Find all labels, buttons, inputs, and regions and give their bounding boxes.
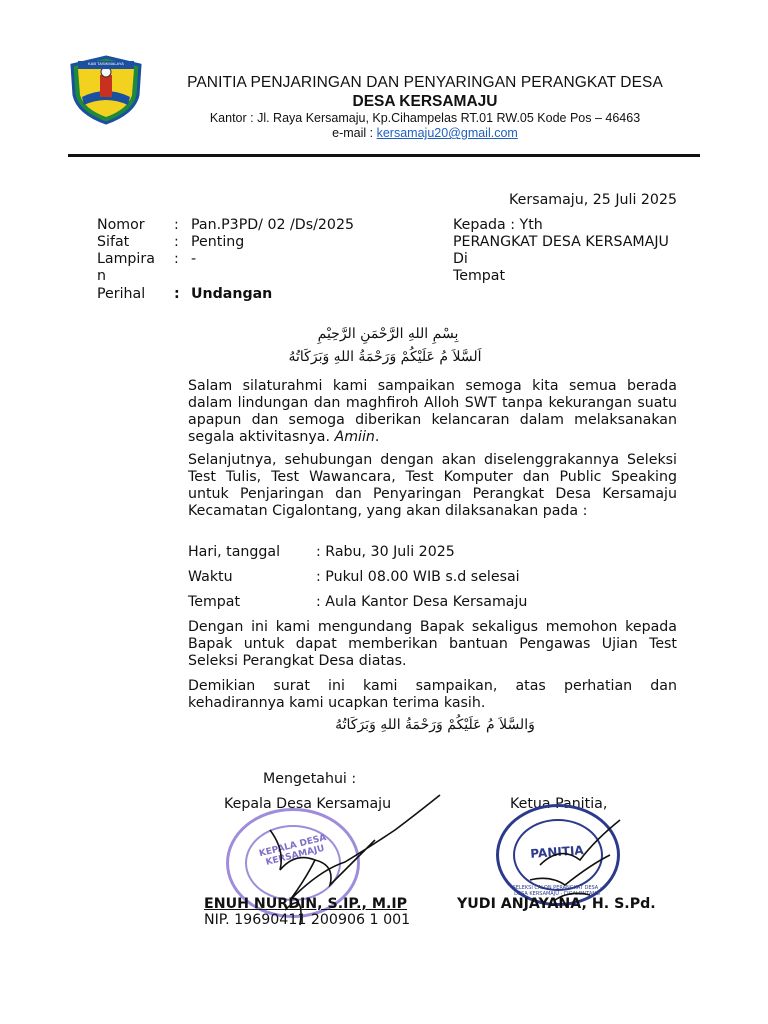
lampiran-value: - <box>191 251 197 267</box>
header-divider <box>68 154 700 157</box>
detail-label-place: Tempat <box>188 594 241 610</box>
logo-text: KAB TASIKMALAYA <box>88 61 124 66</box>
committee-stamp-ring: SELEKSI CALON PERANGKAT DESA · DESA KERSAMAJU · CIGALONTANG <box>512 885 602 897</box>
lampiran-colon: : <box>174 251 179 267</box>
greeting-amiin: Amiin <box>334 429 375 445</box>
recipient-line-4: Tempat <box>453 268 506 284</box>
paragraph-invitation: Dengan ini kami mengundang Bapak sekaligus memohon kepada Bapak untuk dapat memberikan bantuan Pengawas Ujian Test Seleksi Perangkat Desa diatas. <box>188 619 677 669</box>
perihal-colon: : <box>174 286 180 302</box>
nomor-colon: : <box>174 217 179 233</box>
sifat-colon: : <box>174 234 179 250</box>
recipient-line-1: Kepada : Yth <box>453 217 543 233</box>
paragraph-greeting <box>188 378 677 446</box>
detail-value-time: : Pukul 08.00 WIB s.d selesai <box>316 569 520 585</box>
recipient-line-2: PERANGKAT DESA KERSAMAJU <box>453 234 669 250</box>
acknowledged-label: Mengetahui : <box>263 771 357 787</box>
village-head-nip: NIP. 19690411 200906 1 001 <box>204 912 411 928</box>
committee-chair-name: YUDI ANJAYANA, H. S.Pd. <box>457 896 656 912</box>
sifat-value: Penting <box>191 234 245 250</box>
nomor-label: Nomor <box>97 217 145 233</box>
perihal-value: Undangan <box>191 286 273 302</box>
detail-label-day: Hari, tanggal <box>188 544 281 560</box>
email-link[interactable]: kersamaju20@gmail.com <box>376 126 518 140</box>
village-head-stamp-text: KEPALA DESA KERSAMAJU <box>258 832 328 868</box>
perihal-label: Perihal <box>97 286 146 302</box>
detail-label-time: Waktu <box>188 569 233 585</box>
letter-date: Kersamaju, 25 Juli 2025 <box>509 192 677 208</box>
email-label: e-mail : <box>332 126 377 140</box>
salam-closing: وَالسَّلاَ مُ عَلَيْكُمْ وَرَحْمَةُ اللهِ وَبَرَكَاتُهُ <box>335 717 535 733</box>
salam-opening: اَلسَّلاَ مُ عَلَيْكُمْ وَرَحْمَةُ اللهِ وَبَرَكَاتُهُ <box>288 349 482 365</box>
paragraph-event: Selanjutnya, sehubungan dengan akan diselenggrakannya Seleksi Test Tulis, Test Wawancara, Test Komputer dan Public Speaking untuk Penjaringan dan Penyaringan Perangkat Desa Kersamaju Kecamatan Cigalontang, yang akan dilaksanakan pada : <box>188 452 677 519</box>
committee-stamp-text: PANITIA <box>529 843 585 861</box>
lampiran-label-1: Lampira <box>97 251 155 267</box>
sifat-label: Sifat <box>97 234 130 250</box>
nomor-value: Pan.P3PD/ 02 /Ds/2025 <box>191 217 355 233</box>
lampiran-label-2: n <box>97 268 106 284</box>
office-address: Kantor : Jl. Raya Kersamaju, Kp.Cihampelas RT.01 RW.05 Kode Pos – 46463 <box>209 111 641 125</box>
email-line <box>120 126 730 140</box>
village-head-title: Kepala Desa Kersamaju <box>224 796 392 812</box>
paragraph-closing: Demikian surat ini kami sampaikan, atas perhatian dan kehadirannya kami ucapkan terima kasih. <box>188 678 677 711</box>
recipient-line-3: Di <box>453 251 468 267</box>
detail-value-day: : Rabu, 30 Juli 2025 <box>316 544 455 560</box>
village-title: DESA KERSAMAJU <box>352 93 498 110</box>
committee-chair-title: Ketua Panitia, <box>510 796 608 812</box>
greeting-end: . <box>374 429 380 445</box>
village-head-name: ENUH NURDIN, S.IP., M.IP <box>204 896 408 912</box>
basmalah: بِسْمِ اللهِ الرَّحْمَنِ الرَّحِيْمِ <box>317 326 459 342</box>
greeting-text: Salam silaturahmi kami sampaikan semoga kita semua berada dalam lindungan dan maghfiroh Alloh SWT tanpa kekurangan suatu apapun dan semoga diberikan kelancaran dalam melaksanakan segala aktivitasnya. <box>188 378 677 445</box>
committee-title: PANITIA PENJARINGAN DAN PENYARINGAN PERANGKAT DESA <box>187 74 663 91</box>
detail-value-place: : Aula Kantor Desa Kersamaju <box>316 594 528 610</box>
